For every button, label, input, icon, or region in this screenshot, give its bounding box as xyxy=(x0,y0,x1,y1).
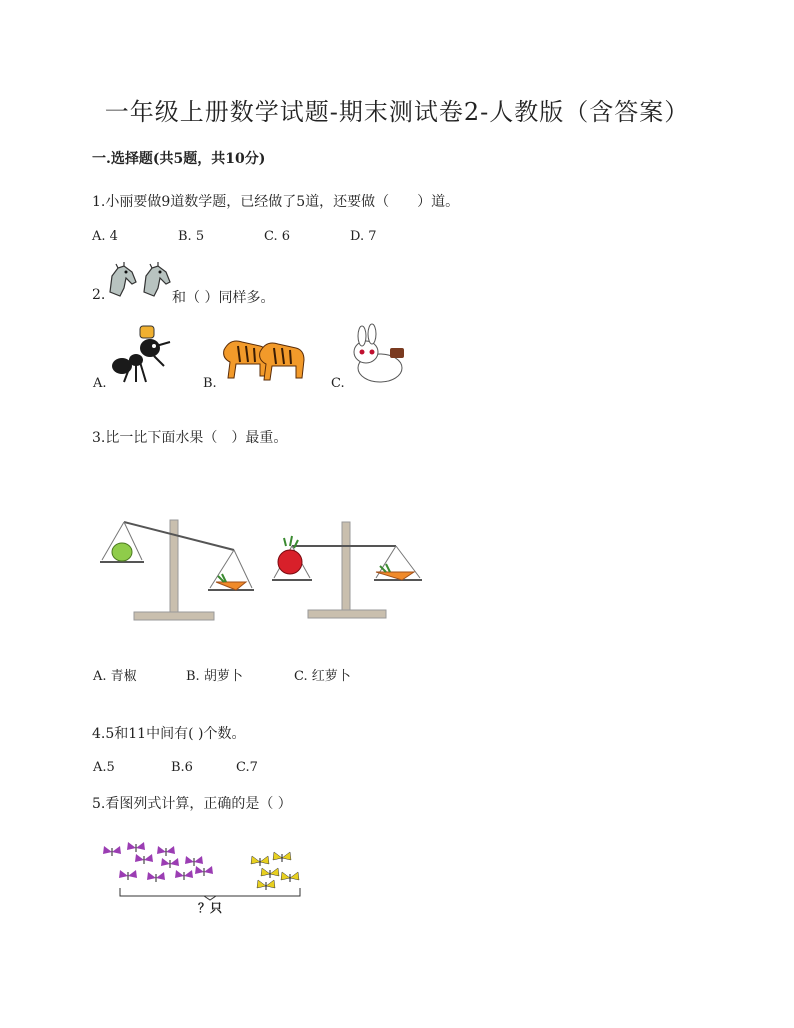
ant-image xyxy=(110,322,180,386)
question-1-option-a: A. 4 xyxy=(92,229,118,244)
butterfly-icon xyxy=(195,866,213,876)
question-3-option-a: A. 青椒 xyxy=(93,669,137,684)
butterfly-icon xyxy=(185,856,203,866)
horse-icon xyxy=(110,262,136,296)
question-3-option-c: C. 红萝卜 xyxy=(294,669,351,684)
question-4-option-c: C.7 xyxy=(236,760,258,775)
question-1-text: 1.小丽要做9道数学题，已经做了5道，还要做（ ）道。 xyxy=(92,194,460,210)
question-1-option-d: D. 7 xyxy=(350,229,377,244)
butterfly-icon xyxy=(147,872,165,882)
butterfly-icon xyxy=(135,854,153,864)
question-3-text: 3.比一比下面水果（ ）最重。 xyxy=(92,430,288,446)
brace xyxy=(120,888,300,896)
horses-image xyxy=(104,262,172,302)
butterfly-icon xyxy=(281,872,299,882)
question-2-text: 和（ ）同样多。 xyxy=(172,290,275,306)
tigers-image xyxy=(220,332,308,386)
butterflies-count-label: ？只 xyxy=(198,901,223,915)
butterfly-icon xyxy=(119,870,137,880)
tiger-icon xyxy=(260,343,304,380)
section-heading: 一.选择题(共5题，共10分) xyxy=(92,151,266,167)
butterfly-icon xyxy=(103,846,121,856)
question-5-text: 5.看图列式计算，正确的是（ ） xyxy=(92,796,292,812)
question-3-option-b: B. 胡萝卜 xyxy=(186,669,243,684)
question-1-option-b: B. 5 xyxy=(178,229,205,244)
butterfly-icon xyxy=(127,842,145,852)
question-4-option-b: B.6 xyxy=(171,760,193,775)
question-4-option-a: A.5 xyxy=(93,760,115,775)
question-2-number: 2. xyxy=(92,287,106,303)
butterfly-icon xyxy=(157,846,175,856)
scale-radish-carrot xyxy=(270,522,426,624)
horse-icon xyxy=(144,262,170,296)
butterfly-icon xyxy=(251,856,269,866)
question-2-option-a: A. xyxy=(93,376,107,391)
butterflies-image xyxy=(100,838,306,904)
rabbit-image xyxy=(346,326,412,386)
question-1-option-c: C. 6 xyxy=(264,229,291,244)
question-2-option-c: C. xyxy=(331,376,345,391)
butterfly-icon xyxy=(273,852,291,862)
butterfly-icon xyxy=(175,870,193,880)
scale-pepper-carrot xyxy=(96,512,256,624)
butterfly-icon xyxy=(257,880,275,890)
butterfly-icon xyxy=(161,858,179,868)
question-2-option-b: B. xyxy=(203,376,217,391)
butterfly-icon xyxy=(261,868,279,878)
page-title: 一年级上册数学试题-期末测试卷2-人教版（含答案） xyxy=(104,98,690,126)
question-4-text: 4.5和11中间有( )个数。 xyxy=(92,726,246,742)
